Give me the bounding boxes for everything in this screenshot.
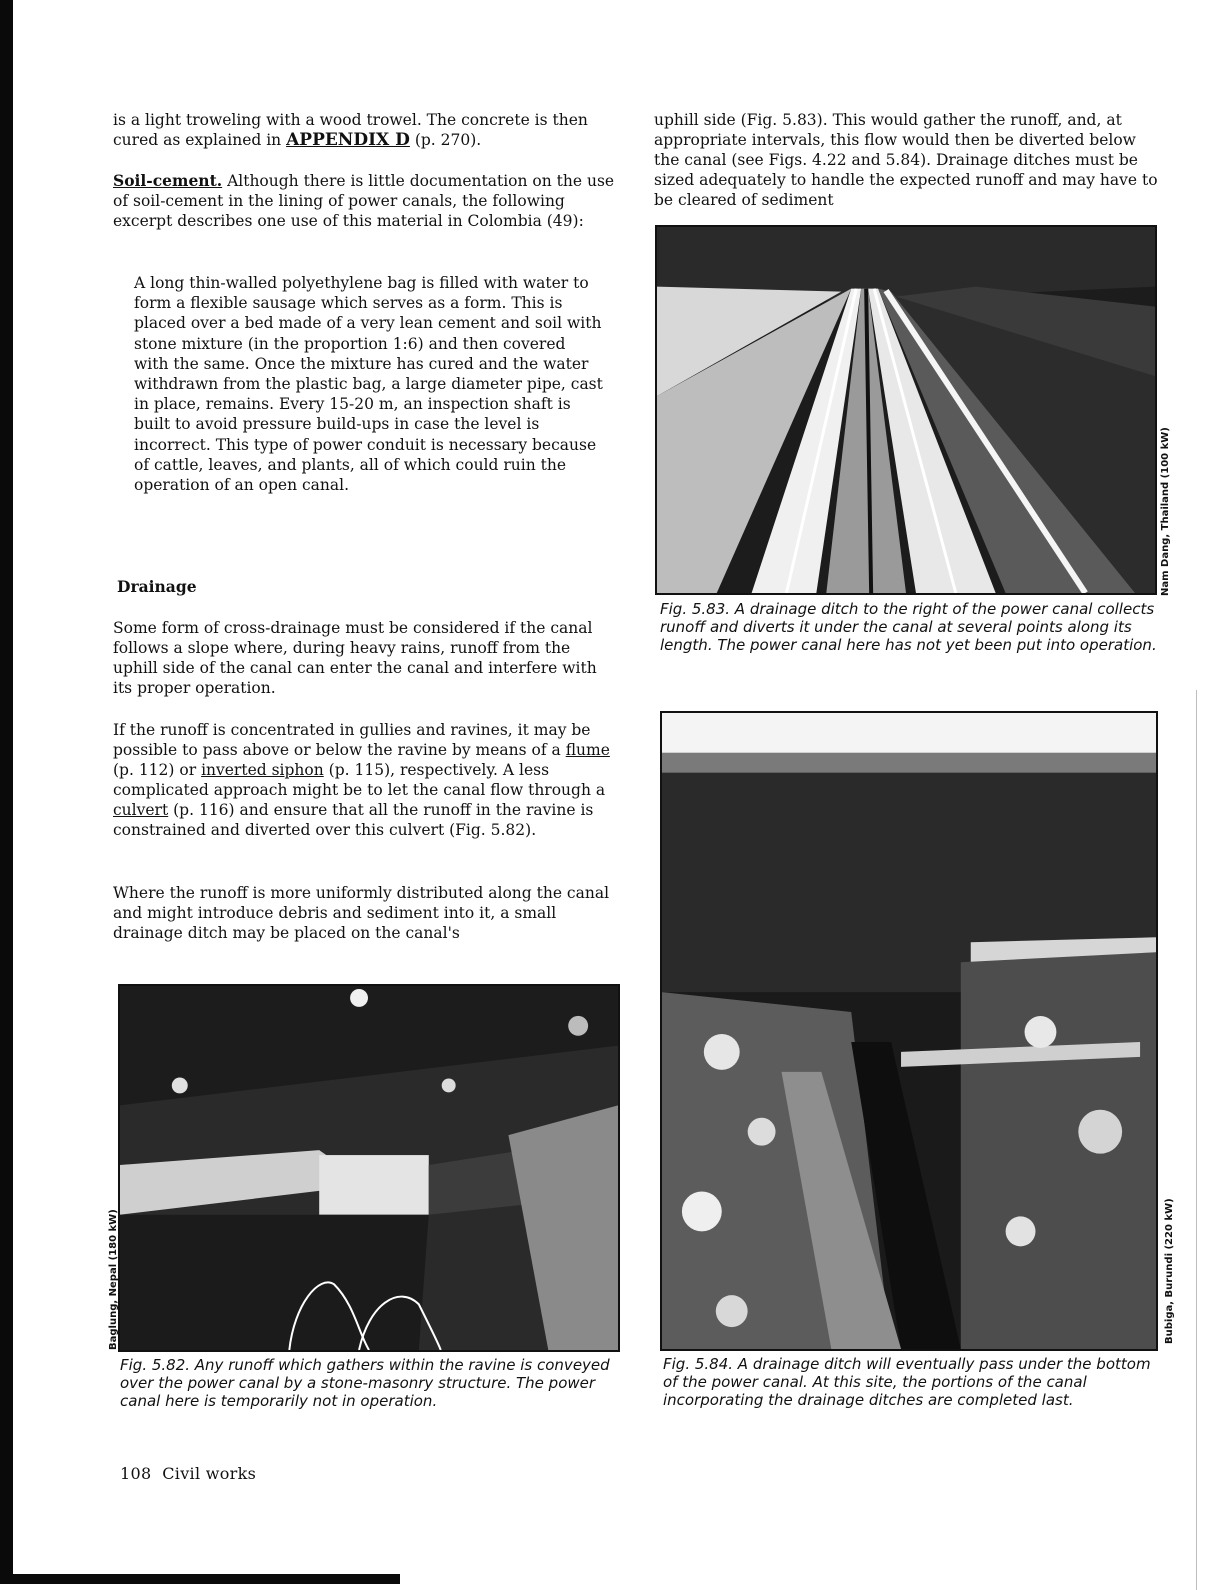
para1-text: is a light troweling with a wood trowel. The concrete is then cured as explained in xyxy=(113,111,588,149)
left-para-3: Some form of cross-drainage must be considered if the canal follows a slope where, during heavy rains, runoff from the uphill side of the canal can enter the canal and interfere with its proper operation. xyxy=(113,619,597,697)
fig-5-82-caption: Fig. 5.82. Any runoff which gathers within the ravine is conveyed over the power canal by a stone-masonry structure. The power canal here is temporarily not in operation. xyxy=(120,1356,610,1410)
left-para-4 xyxy=(113,720,619,840)
fig-5-83-caption: Fig. 5.83. A drainage ditch to the right of the power canal collects runoff and diverts it under the canal at several points along its length. The power canal here has not yet been put into operation. xyxy=(660,600,1157,654)
para1-end: (p. 270). xyxy=(409,131,482,149)
fig-5-82-credit: Baglung, Nepal (180 kW) xyxy=(108,1209,119,1350)
excerpt-quote: A long thin-walled polyethylene bag is filled with water to form a flexible sausage which serves as a form. This is placed over a bed made of a very lean cement and soil with stone mixture (in the proportion 1:6) and then covered with the same. Once the mixture has cured and the water withdrawn from the plastic bag, a large diameter pipe, cast in place, remains. Every 15-20 m, an inspection shaft is built to avoid pressure build-ups in case the level is incorrect. This type of power conduit is necessary because of cattle, leaves, and plants, all of which could ruin the operation of an open canal. xyxy=(134,274,603,495)
fig-5-84-credit: Bubiga, Burundi (220 kW) xyxy=(1164,1198,1175,1344)
scan-edge-bottom xyxy=(0,1574,400,1584)
page-footer xyxy=(120,1464,256,1483)
drainage-heading: Drainage xyxy=(117,577,197,596)
para4-d: (p. 116) and ensure that all the runoff in the ravine is constrained and diverted over this culvert (Fig. 5.82). xyxy=(113,801,594,839)
soil-cement-heading: Soil-cement. xyxy=(113,171,223,190)
footer-section: Civil works xyxy=(162,1464,257,1483)
culvert-link[interactable]: culvert xyxy=(113,801,169,819)
fig-5-84-photo xyxy=(660,711,1158,1351)
appendix-d-link[interactable]: APPENDIX D xyxy=(286,130,410,150)
scan-edge-right xyxy=(1196,690,1197,1590)
fig-5-83-photo xyxy=(655,225,1157,595)
fig-5-83-credit: Nam Dang, Thailand (100 kW) xyxy=(1160,427,1171,596)
page-number: 108 xyxy=(120,1464,152,1483)
right-para-1: uphill side (Fig. 5.83). This would gather the runoff, and, at appropriate intervals, this flow would then be diverted below the canal (see Figs. 4.22 and 5.84). Drainage ditches must be sized adequately to handle the expected runoff and may have to be cleared of sediment xyxy=(654,111,1158,209)
para4-c: (p. 115), respectively. A less complicated approach might be to let the canal flow through a xyxy=(113,761,606,799)
inverted-siphon-link[interactable]: inverted siphon xyxy=(201,761,324,779)
scan-edge-left xyxy=(0,0,13,1582)
para4-b: (p. 112) or xyxy=(113,761,202,779)
left-para-5: Where the runoff is more uniformly distributed along the canal and might introduce debris and sediment into it, a small drainage ditch may be placed on the canal's xyxy=(113,884,610,942)
left-para-1 xyxy=(113,110,619,150)
fig-5-84-caption: Fig. 5.84. A drainage ditch will eventually pass under the bottom of the power canal. At this site, the portions of the canal incorporating the drainage ditches are completed last. xyxy=(663,1355,1151,1409)
left-para-2 xyxy=(113,171,619,231)
para2-text: Although there is little documentation on the use of soil-cement in the lining of power canals, the following excerpt describes one use of this material in Colombia (49): xyxy=(113,172,615,230)
flume-link[interactable]: flume xyxy=(565,741,610,759)
para4-a: If the runoff is concentrated in gullies and ravines, it may be possible to pass above or below the ravine by means of a xyxy=(113,721,591,759)
fig-5-82-photo xyxy=(118,984,620,1352)
